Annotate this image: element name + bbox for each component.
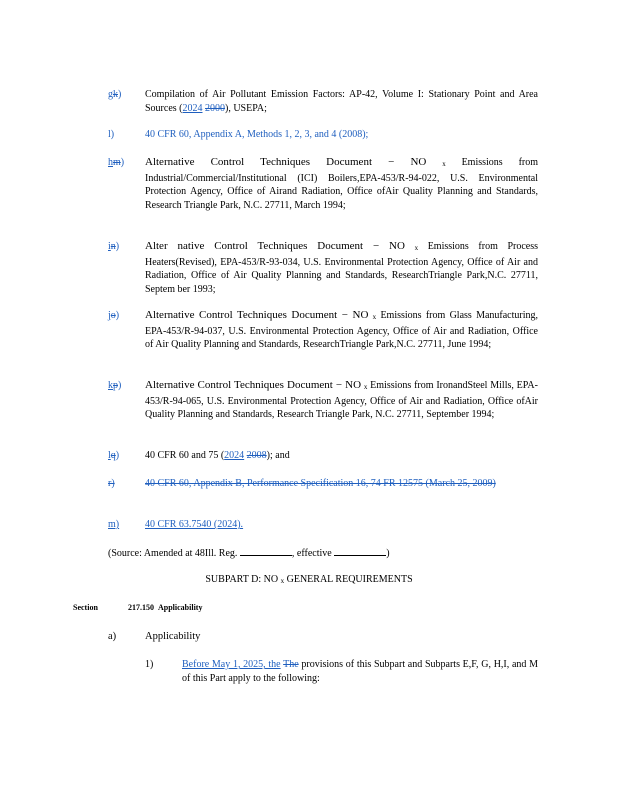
source-note: (Source: Amended at 48Ill. Reg. , effective ) bbox=[108, 548, 390, 559]
entry-label: l) bbox=[108, 129, 115, 140]
entry-label: hm) bbox=[108, 157, 125, 168]
blank-line bbox=[240, 546, 292, 556]
entry-label: m) bbox=[108, 519, 120, 530]
entry-label: gk) bbox=[108, 89, 122, 100]
entry-text: Compilation of Air Pollutant Emission Factors: AP-42, Volume I: Stationary Point and Area Sources (2024 2000), USEPA; bbox=[145, 89, 538, 114]
document-page: gk) Compilation of Air Pollutant Emission Factors: AP-42, Volume I: Stationary Point and Area Sources (2024 2000), USEPA; l) 40 CFR 60, Appendix A, Methods 1, 2, 3, and 4 (2008); hm) Alternative Control Techniques Document − NO x Emissions from Industrial/Commercial/Institutional (ICI) Boilers,EPA-453/R-94-022, U.S. Environmental Protection Agency, Office of Airand Radiation, Office ofAir Quality Planning and Standards, Research Triangle Park, N.C. 27711, March 1994; in) Alter native Control Techniques Document − NO x Emissions from Process Heaters(Revised), EPA-453/R-93-034, U.S. Environmental Protection Agency, Office of Air and Radiation, Office of Air Quality Planning and Standards, ResearchTriangle Park,N.C. 27711, Septem ber 1993; jo) Alternative Control Techniques Document − NO x Emissions from Glass Manufacturing, EPA-453/R-94-037, U.S. Environmental Protection Agency, Office of Air and Radiation, Office of Air Quality Planning and Standards, ResearchTriangle Park,N.C. 27711, June 1994; kp) Alternative Control Techniques Document − NO x Emissions from IronandSteel Mills, EPA-453/R-94-065, U.S. Environmental Protection Agency, Office of Air and Radiation, Office ofAir Quality Planning and Standards, Research Triangle Park, N.C. 27711, September 1994; lq) 40 CFR 60 and 75 (2024 2008); and r) 40 CFR 60, Appendix B, Performance Specification 16, 74 FR 12575 (March 25, 2009) m) 40 CFR 63.7540 (2024). (Source: Amended at 48Ill. Reg. , effective ) SUBPART D: NO x GENERAL REQUIREMENTS Section 217.150 Applicability a) Applicability 1) Before May 1, 2025, the The provisions of this Subpart and Subparts E,F, G, H,I, and M of this Part apply to the following: bbox=[0, 0, 618, 800]
section-label: Section bbox=[73, 603, 98, 612]
entry-text: 40 CFR 60, Appendix B, Performance Specification 16, 74 FR 12575 (March 25, 2009) bbox=[145, 478, 496, 489]
entry-label: kp) bbox=[108, 380, 122, 391]
subpart-heading: SUBPART D: NO x GENERAL REQUIREMENTS bbox=[205, 574, 413, 585]
entry-label: jo) bbox=[108, 310, 120, 321]
section-title: Applicability bbox=[158, 603, 203, 612]
entry-text: Alternative Control Techniques Document − NO x Emissions from Glass Manufacturing, EPA-453/R-94-037, U.S. Environmental Protection Agency, Office of Air and Radiation, Office of Air Quality Planning and Standards, ResearchTriangle Park,N.C. 27711, June 1994; bbox=[145, 309, 538, 350]
entry-text: Alternative Control Techniques Document − NO x Emissions from IronandSteel Mills, EPA-453/R-94-065, U.S. Environmental Protection Agency, Office of Air and Radiation, Office ofAir Quality Planning and Standards, Research Triangle Park, N.C. 27711, September 1994; bbox=[145, 379, 538, 420]
blank-line bbox=[334, 546, 386, 556]
section-number: 217.150 bbox=[128, 603, 154, 612]
entry-text: 40 CFR 60, Appendix A, Methods 1, 2, 3, and 4 (2008); bbox=[145, 129, 369, 140]
entry-label: in) bbox=[108, 241, 120, 252]
entry-text: Alternative Control Techniques Document − NO x Emissions from Industrial/Commercial/Institutional (ICI) Boilers,EPA-453/R-94-022, U.S. Environmental Protection Agency, Office of Airand Radiation, Office ofAir Quality Planning and Standards, Research Triangle Park, N.C. 27711, March 1994; bbox=[145, 156, 539, 211]
entry-text: Alter native Control Techniques Document − NO x Emissions from Process Heaters(Revised), EPA-453/R-93-034, U.S. Environmental Protection Agency, Office of Air and Radiation, Office of Air Quality Planning and Standards, ResearchTriangle Park,N.C. 27711, Septem ber 1993; bbox=[145, 240, 539, 295]
entry-label: lq) bbox=[108, 450, 120, 461]
entry-label: r) bbox=[108, 478, 115, 489]
entry-text: 40 CFR 63.7540 (2024). bbox=[145, 519, 244, 530]
entry-text: 40 CFR 60 and 75 (2024 2008); and bbox=[145, 450, 290, 461]
